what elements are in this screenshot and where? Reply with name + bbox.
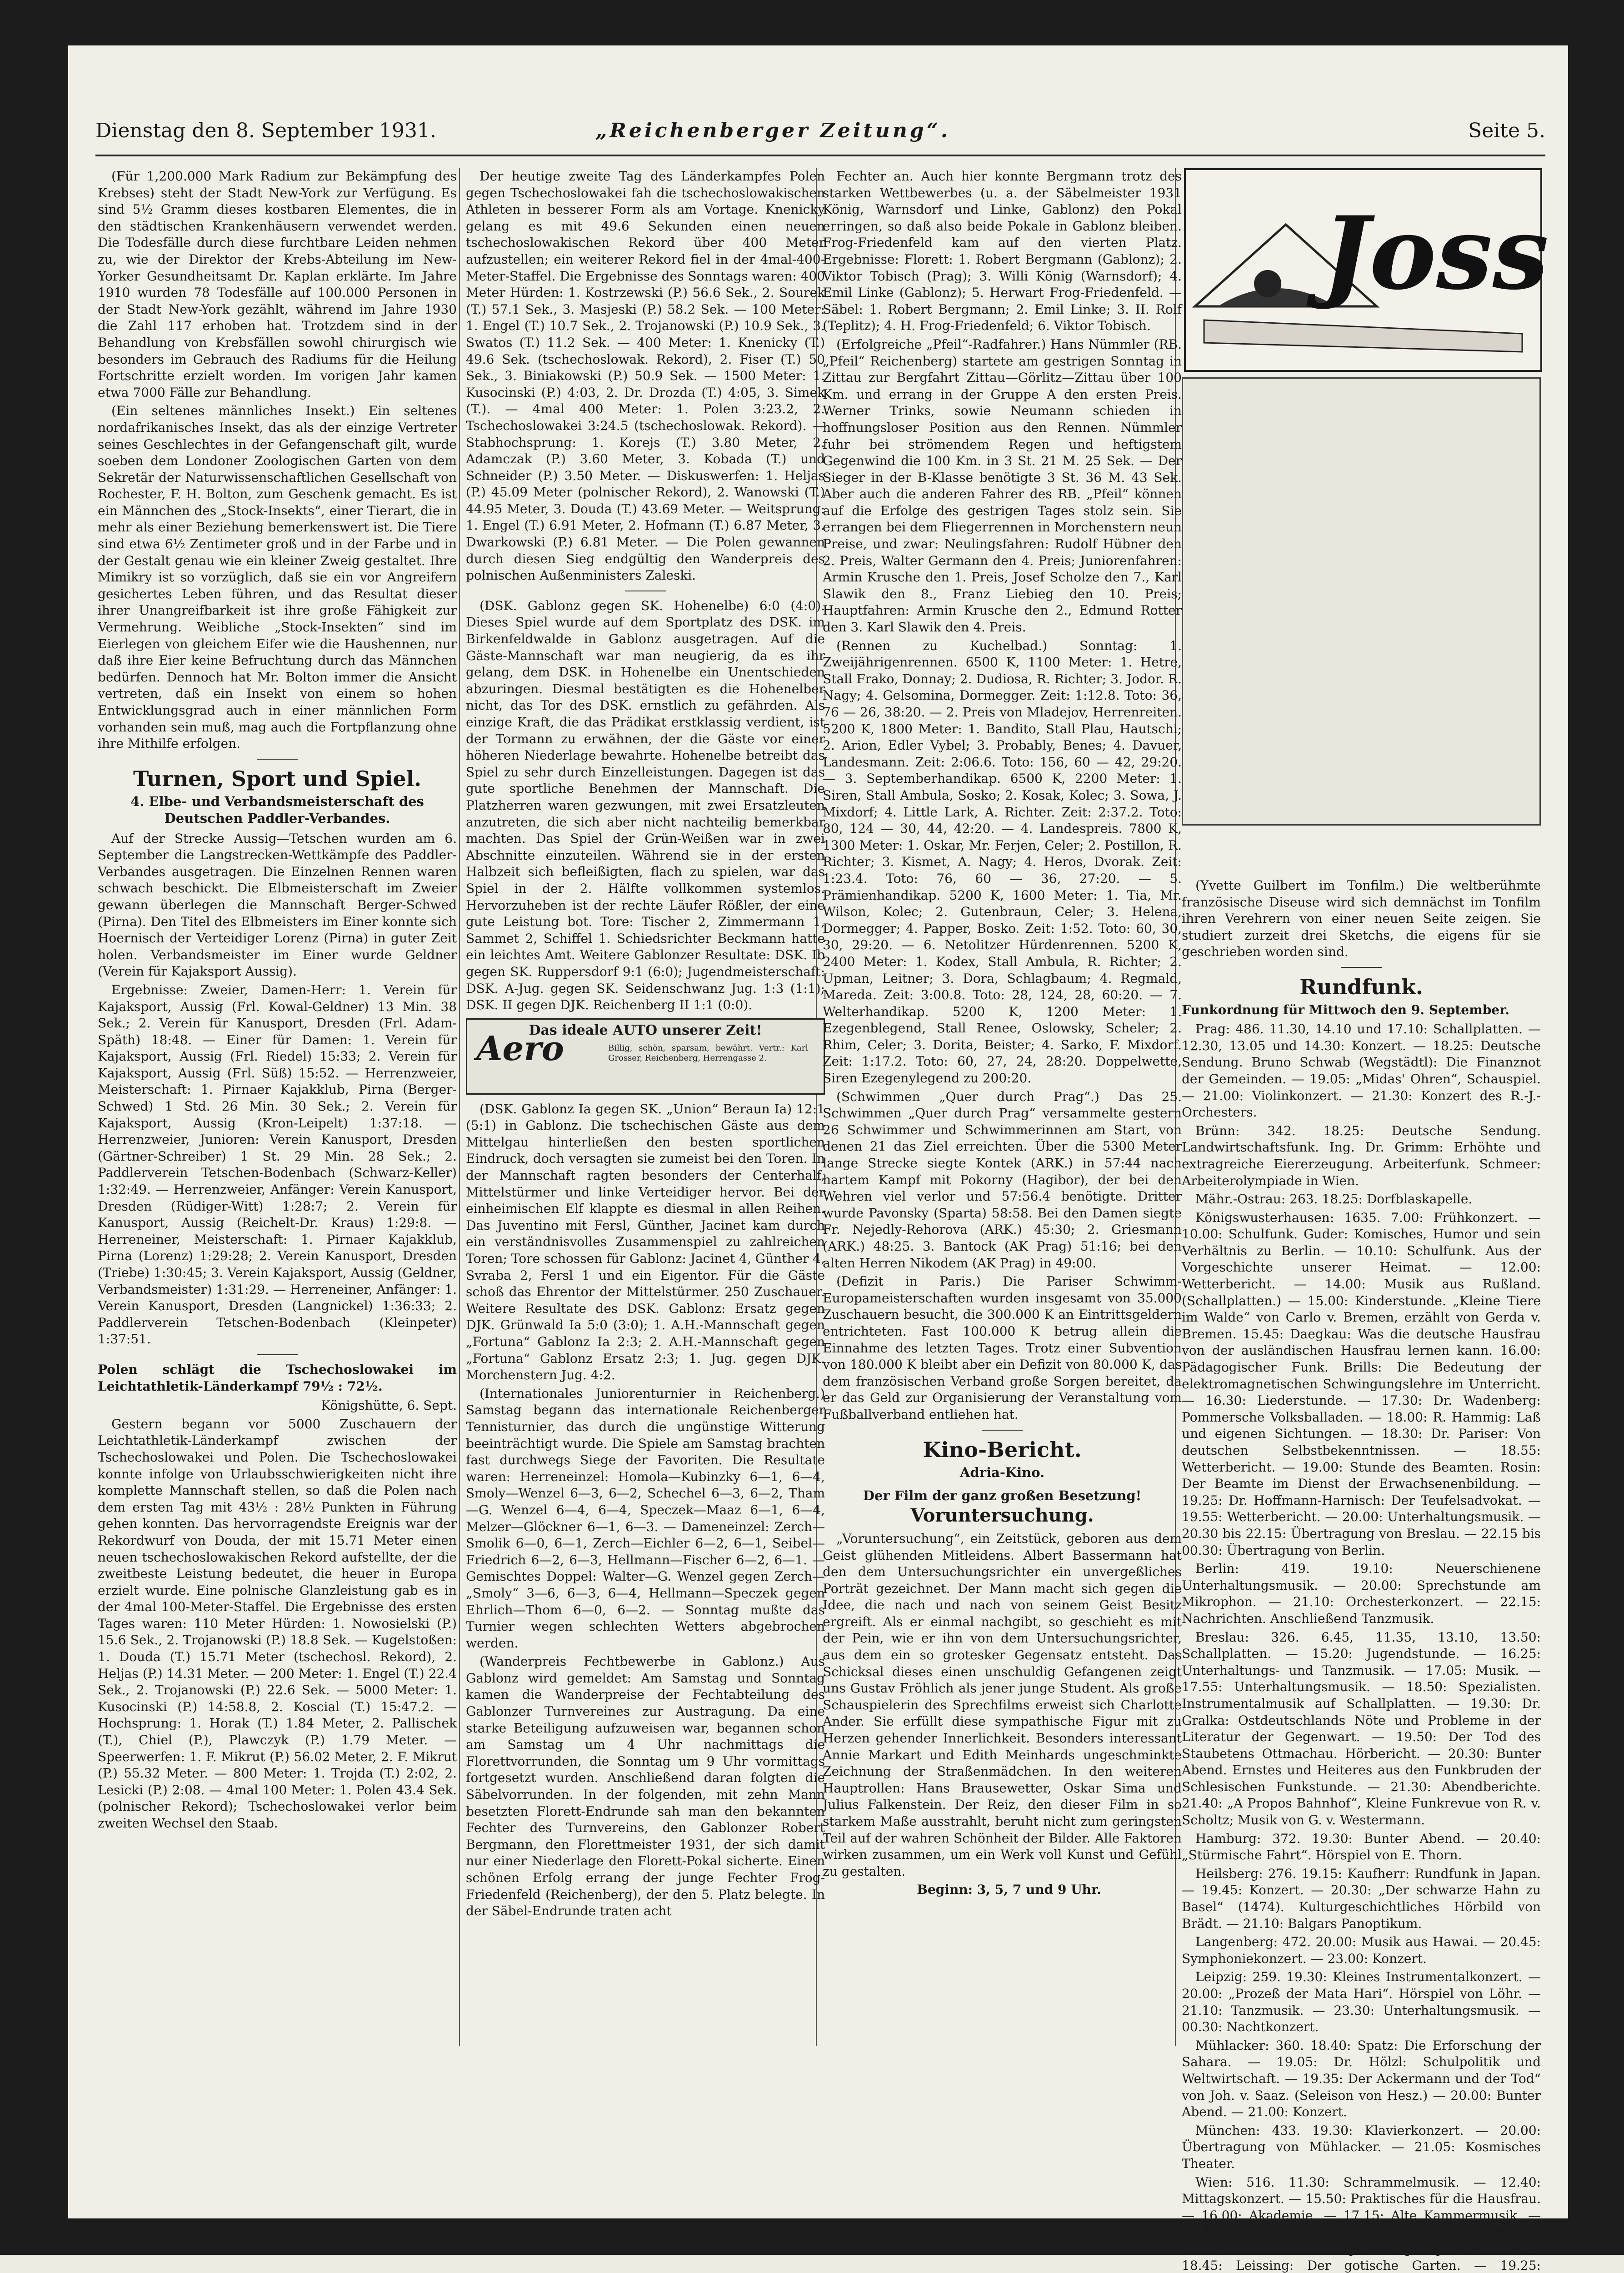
kino-showtimes: Beginn: 3, 5, 7 und 9 Uhr. <box>917 1882 1101 1898</box>
article-polen-day1: Gestern begann vor 5000 Zuschauern der Leichtathletik-Länderkampf zwischen der Tschechoslowakei und Polen. Die Tschechoslowakei konnte infolge von Urlaubsschwierigkeiten nicht ihre komplette Mannschaft stellen, so daß die Polen nach dem ersten Tag mit 43½ : 28½ Punkten in Führung gehen konnten. Das hervorragendste Ereignis war der Rekordwurf von Douda, der mit 15.71 Meter einen neuen tschechoslowakischen Rekord aufstellte, der die zweitbeste Leistung bedeutet, die heuer in Europa erzielt wurde. Eine polnische Glanzleistung gab es in der 4mal 100-Meter-Staffel. Die Ergebnisse des ersten Tages waren: 110 Meter Hürden: 1. Nowosielski (P.) 15.6 Sek., 2. Trojanowski (P.) 18.8 Sek. — Kugelstoßen: 1. Douda (T.) 15.71 Meter (tschechosl. Rekord), 2. Heljas (P.) 14.31 Meter. — 200 Meter: 1. Engel (T.) 22.4 Sek., 2. Trojanowski (P.) 22.6 Sek. — 5000 Meter: 1. Kusocinski (P.) 14:58.8, 2. Koscial (T.) 15:47.2. — Hochsprung: 1. Horak (T.) 1.84 Meter, 2. Pallischek (T.), Chiel (P.), Plawczyk (P.) 1.79 Meter. — Speerwerfen: 1. F. Mikrut (P.) 56.02 Meter, 2. F. Mikrut (P.) 55.32 Meter. — 800 Meter: 1. Trojda (T.) 2:02, 2. Lesicki (P.) 2:08. — 4mal 100 Meter: 1. Polen 43.4 Sek. (polnischer Rekord); Tschechoslowakei verlor beim zweiten Wechsel den Staab. <box>98 1416 457 1831</box>
article-guilbert: (Yvette Guilbert im Tonfilm.) Die weltberühmte französische Diseuse wird sich demnächst im Tonfilm ihren Verehrern von einer neuen Seite zeigen. Sie studiert zurzeit drei Sketchs, die eigens für sie geschrieben worden sind. <box>1182 878 1541 960</box>
kino-tagline: Der Film der ganz großen Besetzung! <box>863 1487 1142 1503</box>
joss-ad-graphic <box>1186 170 1549 370</box>
joss-logo-text: Joss <box>1322 194 1549 312</box>
subheading-polen: Polen schlägt die Tschechoslowakei im Leichtathletik-Länderkampf 79½ : 72½. <box>98 1362 457 1394</box>
advertisement-aero <box>466 1018 825 1095</box>
article-radfahrer: (Erfolgreiche „Pfeil“-Radfahrer.) Hans Nümmler (RB. „Pfeil“ Reichenberg) startete am gestrigen Sonntag in Zittau zur Bergfahrt Zittau—Görlitz—Zittau über 100 Km. und errang in der Gruppe A den ersten Preis. Werner Trinks, sowie Neumann schieden in hoffnungsloser Position aus den Rennen. Nümmler fuhr bei strömendem Regen und heftigstem Gegenwind die 100 Km. in 3 St. 21 M. 25 Sek. — Der Sieger in der B-Klasse benötigte 3 St. 36 M. 43 Sek. Aber auch die anderen Fahrer des RB. „Pfeil“ können auf die Erfolge des gestrigen Tages stolz sein. Sie errangen bei dem Fliegerrennen in Morchenstern neun Preise, und zwar: Neulingsfahren: Rudolf Hübner den 2. Preis, Walter Germann den 4. Preis; Juniorenfahren: Armin Krusche den 1. Preis, Josef Scholze den 7., Karl Slawik den 8., Franz Liebieg den 10. Preis; Hauptfahren: Armin Krusche den 2., Edmund Rotter den 3. Karl Slawik den 4. Preis. <box>823 336 1182 635</box>
header-page-number: Seite 5. <box>1468 119 1545 142</box>
separator <box>257 759 298 760</box>
article-defizit: (Defizit in Paris.) Die Pariser Schwimm-Europameisterschaften wurden insgesamt von 35.000 Zuschauern besucht, die 300.000 K an Eintrittsgeldern entrichteten. Fast 100.000 K betrug allein die Einnahme des letzten Tages. Trotz einer Subvention von 180.000 K bleibt aber ein Defizit von 80.000 K, das dem französischen Verband große Sorgen bereitet, da er das Geld zur Organisierung der Veranstaltung vom Fußballverband entliehen hat. <box>823 1274 1182 1422</box>
article-dsk-union: (DSK. Gablonz Ia gegen SK. „Union“ Beraun Ia) 12:1 (5:1) in Gablonz. Die tschechischen Gäste aus dem Mittelgau hinterließen den besten sportlichen Eindruck, doch versagten sie zumeist bei den Toren. In der Mannschaft ragten besonders der Centerhalf, Mittelstürmer und linke Verteidiger hervor. Bei der einheimischen Elf klappte es diesmal in allen Reihen. Das Juventino mit Fersl, Günther, Jacinet kam durch ein verständnisvolles Zusammenspiel zu zahlreichen Toren; Tore schossen für Gablonz: Jacinet 4, Günther 4, Svraba 2, Fersl 1 und ein Eigentor. Für die Gäste schoß das Ehrentor der Mittelstürmer. 250 Zuschauer. Weitere Resultate des DSK. Gablonz: Ersatz gegen DJK. Grünwald Ia 5:0 (3:0); 1. A.H.-Mannschaft gegen „Fortuna“ Gablonz Ia 2:3; 2. A.H.-Mannschaft gegen „Fortuna“ Gablonz Ersatz 2:3; 1. Jug. gegen DJK. Morchenstern Jug. 4:2. <box>466 1101 825 1383</box>
ad-aero-headline: Das ideale AUTO unserer Zeit! <box>529 1022 762 1038</box>
rundfunk-subheading: Funkordnung für Mittwoch den 9. September. <box>1182 1002 1510 1017</box>
article-paddler: Auf der Strecke Aussig—Tetschen wurden am 6. September die Langstrecken-Wettkämpfe des Paddler-Verbandes ausgetragen. Die Einzelnen Rennen waren schwach beschickt. Die Elbmeisterschaft im Zweier gewann überlegen die Mannschaft Berger-Schwed (Pirna). Den Titel des Elbmeisters im Einer konnte sich Hoernisch der Verteidiger Lorenz (Pirna) in guter Zeit holen. Verbandsmeister im Einer wurde Geldner (Verein für Kajaksport Aussig). <box>98 831 457 979</box>
paddler-results: Ergebnisse: Zweier, Damen-Herr: 1. Verein für Kajaksport, Aussig (Frl. Kowal-Geldner) 13 Min. 38 Sek.; 2. Verein für Kanusport, Dresden (Frl. Adam-Späth) 18:48. — Einer für Damen: 1. Verein für Kajaksport, Aussig (Frl. Riedel) 15:33; 2. Verein für Kajaksport, Aussig (Frl. Süß) 15:52. — Herrenzweier, Meisterschaft: 1. Pirnaer Kajakklub, Pirna (Berger-Schwed) 1 Std. 26 Min. 30 Sek.; 2. Verein für Kajaksport, Aussig (Kron-Leipelt) 1:37:18. — Herrenzweier, Junioren: Verein Kanusport, Dresden (Gärtner-Schreiber) 1 St. 29 Min. 28 Sek.; 2. Paddlerverein Tetschen-Bodenbach (Schwarz-Keller) 1:32:49. — Herrenzweier, Anfänger: Verein Kanusport, Dresden (Rüdiger-Witt) 1:28:7; 2. Verein für Kanusport, Aussig (Reichelt-Dr. Kraus) 1:29:8. — Herreneiner, Meisterschaft: 1. Pirnaer Kajakklub, Pirna (Lorenz) 1:29:28; 2. Verein Kanusport, Dresden (Triebe) 1:30:45; 3. Verein Kajaksport, Aussig (Geldner, Verbandsmeister) 1:31:29. — Herreneiner, Anfänger: 1. Verein Kanusport, Dresden (Langnickel) 1:36:33; 2. Paddlerverein Tetschen-Bodenbach (Kleinpeter) 1:37:51. <box>98 982 457 1347</box>
radio-koenigswusterhausen: Königswusterhausen: 1635. 7.00: Frühkonzert. — 10.00: Schulfunk. Guder: Komisches, Humor und sein Verhältnis zu Berlin. — 10.10: Schulfunk. Aus der Vorgeschichte unserer Heimat. — 12.00: Wetterbericht. — 14.00: Musik aus Rußland. (Schallplatten.) — 15.00: Kinderstunde. „Kleine Tiere im Walde“ von Carlo v. Bremen, erzählt von Gerda v. Bremen. 15.45: Daegkau: Was die deutsche Hausfrau von der ausländischen Hausfrau lernen kann. 16.00: Pädagogischer Funk. Brills: Die Bedeutung der elektromagnetischen Schwingungslehre im Unterricht. — 16.30: Liederstunde. — 17.30: Dr. Wadenberg: Pommersche Volksballaden. — 18.00: R. Hammig: Laß und eigenen Sichtungen. — 18.30: Dr. Pariser: Von deutschen Selbstbekenntnissen. — 18.55: Wetterbericht. — 19.00: Stunde des Beamten. Rosin: Der Beamte im Dienst der Erwachsenenbildung. — 19.25: Dr. Hoffmann-Harnisch: Der Teufelsadvokat. — 19.55: Wetterbericht. — 20.00: Unterhaltungsmusik. — 20.30 bis 22.15: Übertragung von Breslau. — 22.15 bis 00.30: Übertragung von Berlin. <box>1182 1210 1541 1558</box>
article-polen-day2: Der heutige zweite Tag des Länderkampfes Polen gegen Tschechoslowakei fah die tschechoslowakischen Athleten in besserer Form als am Vortage. Knenicky gelang es mit 49.6 Sekunden einen neuen tschechoslowakischen Rekord über 400 Meter aufzustellen; ein weiterer Rekord fiel in der 4mal-400-Meter-Staffel. Die Ergebnisse des Sonntags waren: 400 Meter Hürden: 1. Kostrzewski (P.) 56.6 Sek., 2. Sourek (T.) 57.1 Sek., 3. Masjeski (P.) 58.2 Sek. — 100 Meter: 1. Engel (T.) 10.7 Sek., 2. Trojanowski (P.) 10.9 Sek., 3. Swatos (T.) 11.2 Sek. — 400 Meter: 1. Knenicky (T.) 49.6 Sek. (tschechoslowak. Rekord), 2. Fiser (T.) 50 Sek., 3. Biniakowski (P.) 50.9 Sek. — 1500 Meter: 1. Kusocinski (P.) 4:03, 2. Dr. Drozda (T.) 4:05, 3. Simek (T.). — 4mal 400 Meter: 1. Polen 3:23.2, 2. Tschechoslowakei 3:24.5 (tschechoslowak. Rekord). — Stabhochsprung: 1. Korejs (T.) 3.80 Meter, 2. Adamczak (P.) 3.60 Meter, 3. Kobada (T.) und Schneider (P.) 3.50 Meter. — Diskuswerfen: 1. Heljas (P.) 45.09 Meter (polnischer Rekord), 2. Wanowski (T.) 44.95 Meter, 3. Douda (T.) 43.69 Meter. — Weitsprung: 1. Engel (T.) 6.91 Meter, 2. Hofmann (T.) 6.87 Meter, 3. Dwarkowski (P.) 6.81 Meter. — Die Polen gewannen durch diesen Sieg endgültig den Wanderpreis des polnischen Außenministers Zaleski. <box>466 169 825 583</box>
radio-wien: Wien: 516. 11.30: Schrammelmusik. — 12.40: Mittagskonzert. — 15.50: Praktisches für die Hausfrau. — 16.00: Akademie. — 17.15: Alte Kammermusik. — 17.45: Sommer in Österreich. Herndl: Mühlviertel. — 18.15: Dr. Koch: Schädlingsbekämpfung im Herbste. — 18.45: Leissing: Der gotische Garten. — 19.25: <box>1182 2174 1541 2273</box>
article-tennis: (Internationales Juniorenturnier in Reichenberg.) Samstag begann das internationale Reichenberger Tennisturnier, das durch die ungünstige Witterung beeinträchtigt wurde. Die Spiele am Samstag brachten fast durchwegs Siege der Favoriten. Die Resultate waren: Herreneinzel: Homola—Kubinzky 6—1, 6—4, Smoly—Wenzel 6—3, 6—2, Schechel 6—3, 6—2, Tham—G. Wenzel 6—4, 6—4, Speczek—Maaz 6—1, 6—4, Melzer—Glöckner 6—1, 6—3. — Dameneinzel: Zerch—Smolik 6—0, 6—1, Zerch—Eichler 6—2, 6—1, Seibel—Friedrich 6—2, 6—3, Hellmann—Fischer 6—2, 6—1. — Gemischtes Doppel: Walter—G. Wenzel gegen Zerch—„Smoly“ 3—6, 6—3, 6—4, Hellmann—Speczek gegen Ehrlich—Thom 6—0, 6—2. — Sonntag mußte das Turnier wegen schlechten Wetters abgebrochen werden. <box>466 1386 825 1651</box>
separator <box>257 1354 298 1355</box>
article-radium: (Für 1,200.000 Mark Radium zur Bekämpfung des Krebses) steht der Stadt New-York zur Verfügung. Es sind 5½ Gramm dieses kostbaren Elementes, die in den städtischen Krankenhäusern verwendet werden. Die Todesfälle durch diese furchtbare Leiden nehmen zu, wie der Direktor der Krebs-Abteilung im New-Yorker Gesundheitsamt Dr. Kaplan erklärte. Im Jahre 1910 wurden 78 Todesfälle auf 100.000 Personen in der Stadt New-York gezählt, während im Jahre 1930 die Zahl 117 erhoben hat. Trotzdem sind in der Behandlung von Krebsfällen sowohl chirurgisch wie besonders im Gebrauch des Radiums für die Heilung Fortschritte erzielt worden. Im vorigen Jahr kamen etwa 7000 Fälle zur Behandlung. <box>98 169 457 400</box>
advertisement-joss <box>1184 168 1549 372</box>
radio-muehlacker: Mühlacker: 360. 18.40: Spatz: Die Erforschung der Sahara. — 19.05: Dr. Hölzl: Schulpolitik und Weltwirtschaft. — 19.35: Der Ackermann und der Tod“ von Joh. v. Saaz. (Seleison von Hesz.) — 20.00: Bunter Abend. — 21.00: Konzert. <box>1182 2038 1541 2120</box>
article-insect: (Ein seltenes männliches Insekt.) Ein seltenes nordafrikanisches Insekt, das als der einzige Vertreter seines Geschlechtes in der Gefangenschaft gilt, wurde soeben dem Londoner Zoologischen Garten von dem Sekretär der Naturwissenschaftlichen Gesellschaft von Rochester, F. H. Bolton, zum Geschenk gemacht. Es ist ein Männchen des „Stock-Insekts“, einer Tierart, die in mehr als einer Beziehung bemerkenswert ist. Die Tiere sind etwa 6½ Zentimeter groß und in der Farbe und in der Gestalt genau wie ein kleiner Zweig gestaltet. Ihre Mimikry ist so vorzüglich, daß sie ein vor Angreifern gesichertes Leben führen, und das Resultat dieser ihrer Unangreifbarkeit ist ihre große Fähigkeit zur Vermehrung. Weibliche „Stock-Insekten“ sind im Eierlegen von gleichem Eifer wie die Haushennen, nur daß ihre Eier keine Befruchtung durch das Männchen bedürfen. Dennoch hat Mr. Bolton immer die Ansicht vertreten, daß ein Insekt von einem so hohen Entwicklungsgrad auch in einer männlichen Form vorhanden sein muß, mag auch die Fortpflanzung ohne ihre Mithilfe erfolgen. <box>98 403 457 751</box>
column-3 <box>823 168 1182 2050</box>
article-fechten-cont: Fechter an. Auch hier konnte Bergmann trotz des starken Wettbewerbes (u. a. der Säbelmeister 1931 König, Warnsdorf und Linke, Gablonz) den Pokal erringen, so daß also beide Pokale in Gablonz bleiben. Frog-Friedenfeld kam auf den vierten Platz. Ergebnisse: Florett: 1. Robert Bergmann (Gablonz); 2. Viktor Tobisch (Prag); 3. Willi König (Warnsdorf); 4. Emil Linke (Gablonz); 5. Herwart Frog-Friedenfeld. — Säbel: 1. Robert Bergmann; 2. Emil Linke; 3. II. Rolf (Teplitz); 4. H. Frog-Friedenfeld; 6. Viktor Tobisch. <box>823 169 1182 334</box>
article-schwimmen: (Schwimmen „Quer durch Prag“.) Das 25. Schwimmen „Quer durch Prag“ versammelte gestern 26 Schwimmer und Schwimmerinnen am Start, von denen 21 das Ziel erreichten. Über die 5300 Meter lange Strecke siegte Kontek (ARK.) in 57:44 nach hartem Kampf mit Pokorny (Hagibor), der bei den Wehren viel verlor und 57:56.4 benötigte. Dritter wurde Pavonsky (Sparta) 58:58. Bei den Damen siegte Fr. Nejedly-Rehorova (ARK.) 45:30; 2. Griesmann (ARK.) 48:25. 3. Bantock (AK Prag) 51:16; bei den alten Herren Nikodem (AK Prag) in 49:00. <box>823 1089 1182 1271</box>
ad-aero-details: Billig, schön, sparsam, bewährt. Vertr.: Karl Grosser, Reichenberg, Herrengasse 2. <box>608 1043 808 1063</box>
radio-leipzig: Leipzig: 259. 19.30: Kleines Instrumentalkonzert. — 20.00: „Prozeß der Mata Hari“. Hörspiel von Löhr. — 21.10: Tanzmusik. — 23.30: Unterhaltungsmusik. — 00.30: Nachtkonzert. <box>1182 1969 1541 2035</box>
article-kino: „Voruntersuchung“, ein Zeitstück, geboren aus dem Geist glühenden Mitleidens. Albert Bassermann hat den dem Untersuchungsrichter ein unvergeßliches Porträt gezeichnet. Der Mann macht sich gegen die Idee, die nach und nach von seinem Geist Besitz ergreift. Als er einmal nachgibt, so geschieht es mit der Pein, wie er ihn von dem Untersuchungsrichter, aus dem ein so grotesker Gegensatz entsteht. Das Schicksal dieses einen unschuldig Gefangenen zeigt uns Gustav Fröhlich als jener junge Student. Als große Schauspielerin des Sprechfilms erweist sich Charlotte Ander. Sie erfüllt diese sympathische Figur mit zu Herzen gehender Innerlichkeit. Besonders interessant Annie Markart und Edith Meinhards ungeschminkte Zeichnung der Straßenmädchen. In den weiteren Hauptrollen: Hans Brausewetter, Oskar Sima und Julius Falkenstein. Der Reiz, den dieser Film in so starkem Maße ausstrahlt, beruht nicht zum geringsten Teil auf der wahren Schönheit der Bilder. Alle Faktoren wirken zusammen, um ein Werk voll Kunst und Gefühl zu gestalten. <box>823 1531 1182 1879</box>
radio-berlin: Berlin: 419. 19.10: Neuerschienene Unterhaltungsmusik. — 20.00: Sprechstunde am Mikrophon. — 21.10: Orchesterkonzert. — 22.15: Nachrichten. Anschließend Tanzmusik. <box>1182 1561 1541 1626</box>
ad-aero-logo: Aero <box>476 1029 564 1068</box>
section-heading-sport: Turnen, Sport und Spiel. <box>133 766 422 791</box>
article-kuchelbad: (Rennen zu Kuchelbad.) Sonntag: 1. Zweijährigenrennen. 6500 K, 1100 Meter: 1. Hetre, Stall Frako, Donnay; 2. Dudiosa, R. Richter; 3. Jodor. R. Nagy; 4. Gelsomina, Dormegger. Zeit: 1:12.8. Toto: 36, 76 — 26, 38:20. — 2. Preis von Mladejov, Herrenreiten. 5200 K, 1800 Meter: 1. Bandito, Stall Plau, Hautschi; 2. Arion, Edler Vybel; 3. Probably, Benes; 4. Davuer, Landesmann. Zeit: 2:06.6. Toto: 156, 60 — 42, 29:20. — 3. Septemberhandikap. 6500 K, 2200 Meter: 1. Siren, Stall Ambula, Sosko; 2. Kosak, Kolec; 3. Sowa, J. Mixdorf; 4. Little Lark, A. Richter. Zeit: 2:37.2. Toto: 80, 124 — 30, 44, 42:20. — 4. Landespreis. 7800 K, 1300 Meter: 1. Oskar, Mr. Ferjen, Celer; 2. Postillon, R. Richter; 3. Kismet, A. Nagy; 4. Heros, Dvorak. Zeit: 1:23.4. Toto: 76, 60 — 36, 27:20. — 5. Prämienhandikap. 5200 K, 1600 Meter: 1. Tia, Mr. Wilson, Kolec; 2. Gutenbraun, Celer; 3. Helena, Dormegger; 4. Papper, Bosko. Zeit: 1:52. Toto: 60, 30, 30, 29:20. — 6. Netolitzer Hürdenrennen. 5200 K, 2400 Meter: 1. Kodex, Stall Ambula, R. Richter; 2. Upman, Leitner; 3. Dora, Schlagbaum; 4. Regmald, Mareda. Zeit: 3:00.8. Toto: 28, 124, 28, 60:20. — 7. Welterhandikap. 5200 K, 1200 Meter: 1. Ezegenblegend, Stall Renee, Oslowsky, Scheler; 2. Rhim, Celer; 3. Dorita, Beister; 4. Sarko, F. Mixdorf. Zeit: 1:17.2. Toto: 60, 27, 24, 28:20. Doppelwette, Siren Ezegenylegend zu 200:20. <box>823 638 1182 1086</box>
radio-prag: Prag: 486. 11.30, 14.10 und 17.10: Schallplatten. — 12.30, 13.05 und 14.30: Konzert. — 18.25: Deutsche Sendung. Bruno Schwab (Wegstädtl): Die Finanznot der Gemeinden. — 19.05: „Midas' Ohren“, Schauspiel. — 21.00: Violinkonzert. — 21.30: Konzert des R.-J.-Orchesters. <box>1182 1021 1541 1120</box>
kino-film-title: Voruntersuchung. <box>910 1505 1094 1527</box>
column-4 <box>1182 877 1541 2273</box>
header-paper-title: „Reichenberger Zeitung“. <box>595 119 951 142</box>
column-1 <box>98 168 457 2050</box>
article-dsk-hohenelbe: (DSK. Gablonz gegen SK. Hohenelbe) 6:0 (4:0). Dieses Spiel wurde auf dem Sportplatz des DSK. im Birkenfeldwalde in Gablonz ausgetragen. Auf die Gäste-Mannschaft war man neugierig, da es ihr gelang, dem DSK. in Hohenelbe ein Unentschieden abzuringen. Diesmal bestätigten es die Hohenelber nicht, das Tor des DSK. ernstlich zu gefährden. Als einzige Kraft, die das Prädikat erstklassig verdient, ist der Tormann zu erwähnen, der die Gäste vor einer höheren Niederlage bewahrte. Hohenelbe betreibt das Spiel zu sehr durch Einzelleistungen. Dagegen ist das gute sportliche Benehmen der Mannschaft. Die Platzherren waren gezwungen, mit zwei Ersatzleuten anzutreten, die sich aber nicht nachteilig bemerkbar machten. Das Spiel der Grün-Weißen war in zwei Abschnitte einzuteilen. Während sie in der ersten Halbzeit sich befleißigten, flach zu spielen, war das Spiel in der 2. Hälfte vollkommen systemlos. Hervorzuheben ist der rechte Läufer Rößler, der eine gute Leistung bot. Tore: Tischer 2, Zimmermann 1, Sammet 2, Schiffel 1. Schiedsrichter Beckmann hatte ein leichtes Amt. Weitere Gablonzer Resultate: DSK. Ib gegen SK. Ruppersdorf 9:1 (6:0); Jugendmeisterschaft: DSK. A-Jug. gegen SK. Seidenschwanz Jug. 1:3 (1:1); DSK. II gegen DJK. Reichenberg II 1:1 (0:0). <box>466 598 825 1013</box>
article-fechten: (Wanderpreis Fechtbewerbe in Gablonz.) Aus Gablonz wird gemeldet: Am Samstag und Sonntag kamen die Wanderpreise der Fechtabteilung des Gablonzer Turnvereines zur Austragung. Da eine starke Beteiligung aufzuweisen war, begannen schon am Samstag um 4 Uhr nachmittags die Florettvorrunden, die Sonntag um 9 Uhr vormittags fortgesetzt wurden. Anschließend daran folgten die Säbelvorrunden. In der folgenden, mit zehn Mann besetzten Florett-Endrunde sah man den bekannten Fechter des Turnvereins, den Gablonzer Robert Bergmann, den Florettmeister 1931, der sich damit nur einer Niederlage den Florett-Pokal sicherte. Einen schönen Erfolg errang der junge Fechter Frog-Friedenfeld (Reichenberg), der den 5. Platz belegte. In der Säbel-Endrunde traten acht <box>466 1654 825 1919</box>
separator <box>982 1430 1023 1431</box>
radio-bruenn: Brünn: 342. 18.25: Deutsche Sendung. Landwirtschaftsfunk. Ing. Dr. Grimm: Erhöhte und extragreiche Eiererzeugung. Arbeiterfunk. Schmeer: Arbeiterolympiade in Wien. <box>1182 1123 1541 1188</box>
radio-hamburg: Hamburg: 372. 19.30: Bunter Abend. — 20.40: „Stürmische Fahrt“. Hörspiel von E. Thorn. <box>1182 1831 1541 1863</box>
joss-ad-lower-panel <box>1182 377 1541 826</box>
section-heading-kino: Kino-Bericht. <box>923 1437 1082 1462</box>
header-rule <box>95 155 1545 156</box>
radio-ostrau: Mähr.-Ostrau: 263. 18.25: Dorfblaskapelle. <box>1195 1192 1473 1207</box>
dateline: Königshütte, 6. Sept. <box>321 1398 457 1413</box>
column-divider <box>459 168 460 2046</box>
radio-breslau: Breslau: 326. 6.45, 11.35, 13.10, 13.50: Schallplatten. — 15.20: Jugendstunde. — 16.25: Unterhaltungs- und Tanzmusik. — 17.05: Musik. — 17.55: Unterhaltungsmusik. — 18.50: Spezialisten. Instrumentalmusik auf Schallplatten. — 19.30: Dr. Gralka: Ostdeutschlands Nöte und Probleme in der Literatur der Gegenwart. — 19.50: Der Tod des Staubetens Ottmachau. Hörbericht. — 20.30: Bunter Abend. Ernstes und Heiteres aus den Funkbruden der Schlesischen Funkstunde. — 21.30: Abendberichte. 21.40: „A Propos Bahnhof“, Kleine Funkrevue von R. v. Scholtz; Musik von G. v. Westermann. <box>1182 1629 1541 1828</box>
separator <box>1341 967 1382 968</box>
column-4-upper <box>1182 377 1541 832</box>
header-date: Dienstag den 8. September 1931. <box>95 119 436 142</box>
column-2 <box>466 168 825 2050</box>
subheading-paddler: 4. Elbe- und Verbandsmeisterschaft des Deutschen Paddler-Verbandes. <box>130 794 424 826</box>
radio-langenberg: Langenberg: 472. 20.00: Musik aus Hawai. — 20.45: Symphoniekonzert. — 23.00: Konzert. <box>1182 1934 1541 1966</box>
radio-muenchen: München: 433. 19.30: Klavierkonzert. — 20.00: Übertragung von Mühlacker. — 21.05: Kosmisches Theater. <box>1182 2123 1541 2171</box>
kino-name: Adria-Kino. <box>959 1465 1045 1481</box>
section-heading-rundfunk: Rundfunk. <box>1299 974 1423 999</box>
radio-heilsberg: Heilsberg: 276. 19.15: Kaufherr: Rundfunk in Japan. — 19.45: Konzert. — 20.30: „Der schwarze Hahn zu Basel“ (1474). Kulturgeschichtliches Hörbild von Brädt. — 21.10: Balgars Panoptikum. <box>1182 1866 1541 1931</box>
page-header <box>95 119 1545 151</box>
